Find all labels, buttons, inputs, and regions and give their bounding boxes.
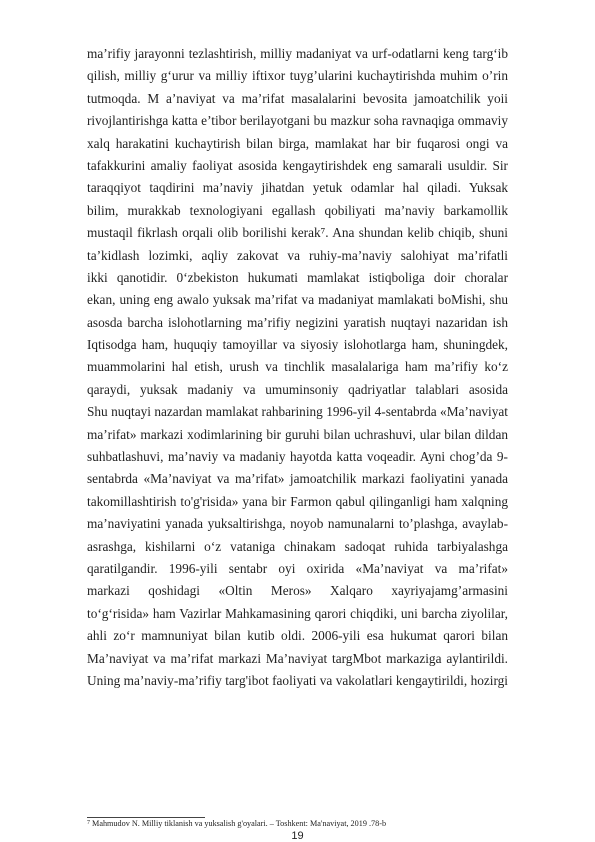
- text-line: Ma’naviyat va ma’rifat markazi Ma’naviyat targMbot markaziga aylantirildi.: [87, 650, 508, 666]
- text-line: Iqtisodga ham, huquqiy tamoyillar va siyosiy islohotlarga ham, shuningdek,: [87, 337, 508, 353]
- text-line: tafakkurini amaliy faoliyat asosida kengaytirishdek eng samarali usuldir. Sir: [87, 157, 508, 173]
- text-line: asrashga, kishilarni o‘z vataniga chinakam sadoqat ruhida tarbiyalashga: [87, 538, 508, 554]
- text-line: Uning ma’naviy-ma’rifiy targ'ibot faoliyati va vakolatlari kengaytirildi, hozirgi: [87, 672, 508, 688]
- text-line: rivojlantirishga katta e’tibor berilayotgani bu mazkur soha ravnaqiga ommaviy: [87, 113, 508, 129]
- text-line: takomillashtirish to'g'risida» yana bir Farmon qabul qilinganligi ham xalqning: [87, 493, 508, 509]
- text-line: ma’rifiy jarayonni tezlashtirish, milliy madaniyat va urf-odatlarni keng targ‘ib: [87, 46, 508, 61]
- text-line: ta’kidlash lozimki, aqliy zakovat va ruhiy-ma’naviy salohiyat ma’rifatli: [87, 247, 508, 263]
- text-line: muammolarini hal etish, urush va tinchlik masalalariga ham ma’rifiy ko‘z: [87, 359, 508, 375]
- text-line: qilish, milliy g‘urur va milliy iftixor tuyg’ularini kuchaytirishda muhim o’rin: [87, 68, 508, 84]
- text-line: qaraydi, yuksak madaniy va umuminsoniy qadriyatlar talablari asosida: [87, 381, 508, 397]
- text-line: ekan, uning eng awalo yuksak ma’rifat va madaniyat mamlakati boMishi, shu: [87, 292, 508, 308]
- text-line: taraqqiyot taqdirini ma’naviy jihatdan yetuk odamlar hal qiladi. Yuksak: [87, 180, 508, 196]
- text-line: xalq harakatini kuchaytirish bilan birga, mamlakat har bir fuqarosi ongi va: [87, 135, 508, 151]
- text-line: to‘g‘risida» ham Vazirlar Mahkamasining qarori chiqdiki, uni barcha ziyolilar,: [87, 605, 508, 621]
- text-line: tutmoqda. M a’naviyat va ma’rifat masalalarini bevosita jamoatchilik yoii: [87, 90, 508, 106]
- body-text: [87, 43, 508, 692]
- text-line: markazi qoshidagi «Oltin Meros» Xalqaro xayriyajamg’armasini: [87, 583, 508, 599]
- text-line: ahli zo‘r mamnuniyat bilan kutib oldi. 2006-yili esa hukumat qarori bilan: [87, 628, 508, 644]
- text-line: Shu nuqtayi nazardan mamlakat rahbarining 1996-yil 4-sentabrda «Ma’naviyat: [87, 404, 508, 420]
- text-line: ikki qanotidir. 0‘zbekiston hukumati mamlakat istiqboliga doir choralar: [87, 269, 508, 285]
- text-line: sentabrda «Ma’naviyat va ma’rifat» jamoatchilik markazi faoliyatini yanada: [87, 471, 508, 487]
- footnote: [87, 818, 386, 829]
- footnote-marker: 7: [87, 820, 90, 826]
- text-line: bilim, murakkab texnologiyani egallash qobiliyati ma’naviy barkamollik: [87, 202, 508, 218]
- footnote-text: Mahmudov N. Milliy tiklanish va yuksalish g'oyalari. – Toshkent: Ma'naviyat, 2019 .78-b: [90, 819, 387, 828]
- text-line: suhbatlashuvi, ma’naviy va madaniy hayotda katta voqeadir. Ayni chog’da 9-: [87, 449, 508, 465]
- text-line: mustaqil fikrlash orqali olib borilishi kerak⁷. Ana shundan kelib chiqib, shuni: [87, 225, 508, 241]
- text-line: qaratilgandir. 1996-yili sentabr oyi oxirida «Ma’naviyat va ma’rifat»: [87, 560, 508, 576]
- text-line: ma’naviyatini yanada yuksaltirishga, noyob namunalarni to’plashga, avaylab-: [87, 516, 508, 532]
- text-line: asosda barcha islohotlarning ma’rifiy negizini yaratish nuqtayi nazaridan ish: [87, 314, 508, 330]
- text-line: ma’rifat» markazi xodimlarining bir guruhi bilan uchrashuvi, ular bilan dildan: [87, 426, 508, 442]
- page-number: 19: [291, 830, 304, 842]
